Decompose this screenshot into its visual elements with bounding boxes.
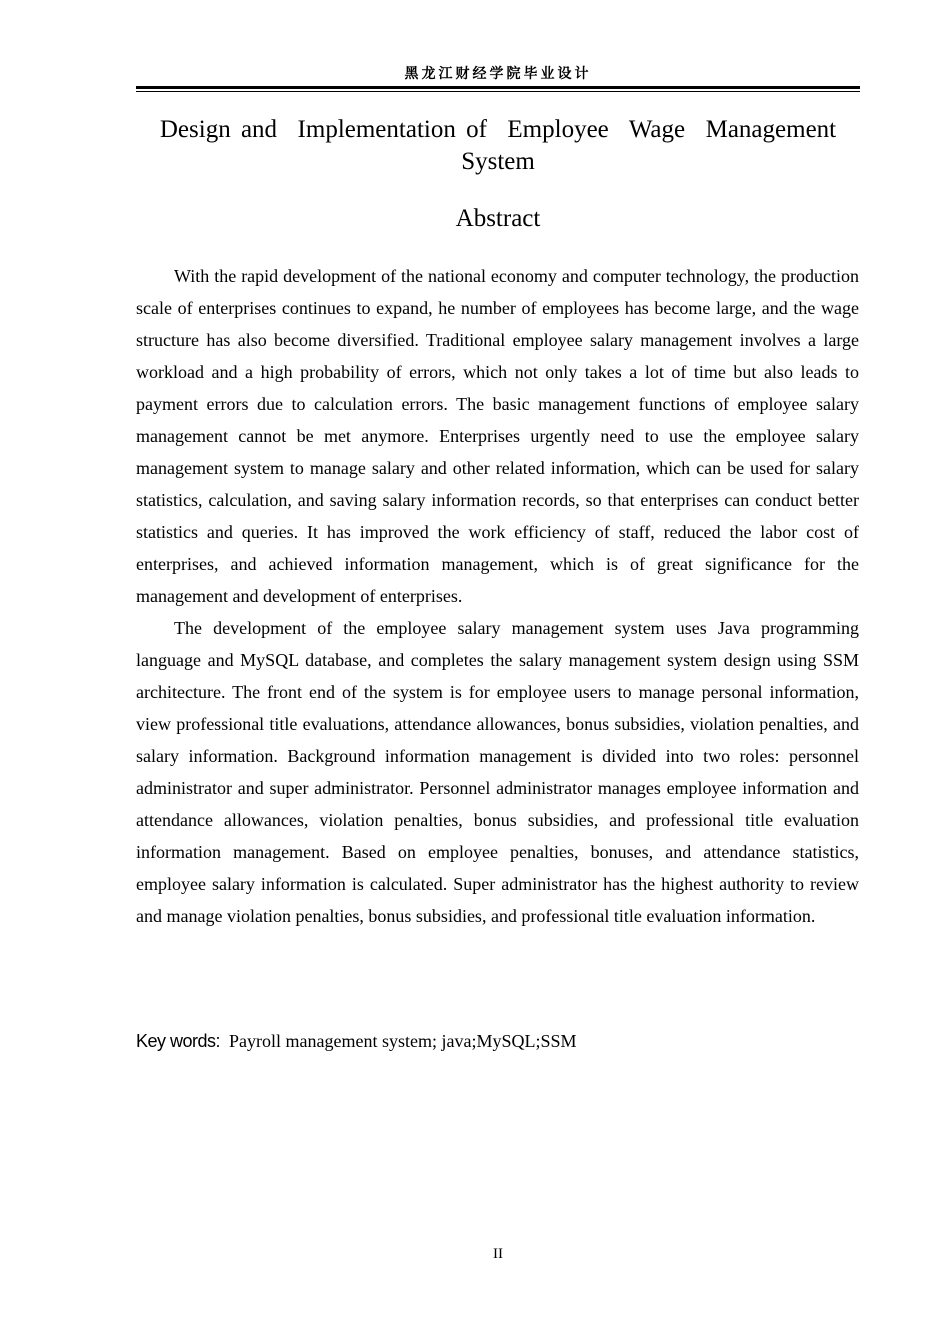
page-number: II (493, 1246, 503, 1262)
abstract-heading: Abstract (455, 205, 541, 232)
title-line-1: Design and Implementation of Employee Wage Management (159, 116, 837, 143)
keywords-line (136, 1025, 860, 1057)
abstract-body (136, 260, 859, 932)
title-line-2: System (461, 148, 535, 175)
header-rule-thick (136, 86, 860, 89)
keywords-value: Payroll management system; java;MySQL;SSM (229, 1031, 577, 1051)
abstract-paragraph: With the rapid development of the national economy and computer technology, the production scale of enterprises continues to expand, he number of employees has become large, and the wage structure has also become diversified. Traditional employee salary management involves a large workload and a high probability of errors, which not only takes a lot of time but also leads to payment errors due to calculation errors. The basic management functions of employee salary management cannot be met anymore. Enterprises urgently need to use the employee salary management system to manage salary and other related information, which can be used for salary statistics, calculation, and saving salary information records, so that enterprises can conduct better statistics and queries. It has improved the work efficiency of staff, reduced the labor cost of enterprises, and achieved information management, which is of great significance for the management and development of enterprises. (136, 266, 859, 606)
abstract-paragraph: The development of the employee salary management system uses Java programming language and MySQL database, and completes the salary management system design using SSM architecture. The front end of the system is for employee users to manage personal information, view professional title evaluations, attendance allowances, bonus subsidies, violation penalties, and salary information. Background information management is divided into two roles: personnel administrator and super administrator. Personnel administrator manages employee information and attendance allowances, violation penalties, bonus subsidies, and professional title evaluation information management. Based on employee penalties, bonuses, and attendance statistics, employee salary information is calculated. Super administrator has the highest authority to review and manage violation penalties, bonus subsidies, and professional title evaluation information. (136, 618, 859, 926)
running-header: 黑龙江财经学院毕业设计 (404, 66, 592, 82)
header-rule-thin (136, 91, 860, 92)
keywords-label: Key words: (136, 1031, 221, 1051)
document-title (136, 114, 860, 178)
